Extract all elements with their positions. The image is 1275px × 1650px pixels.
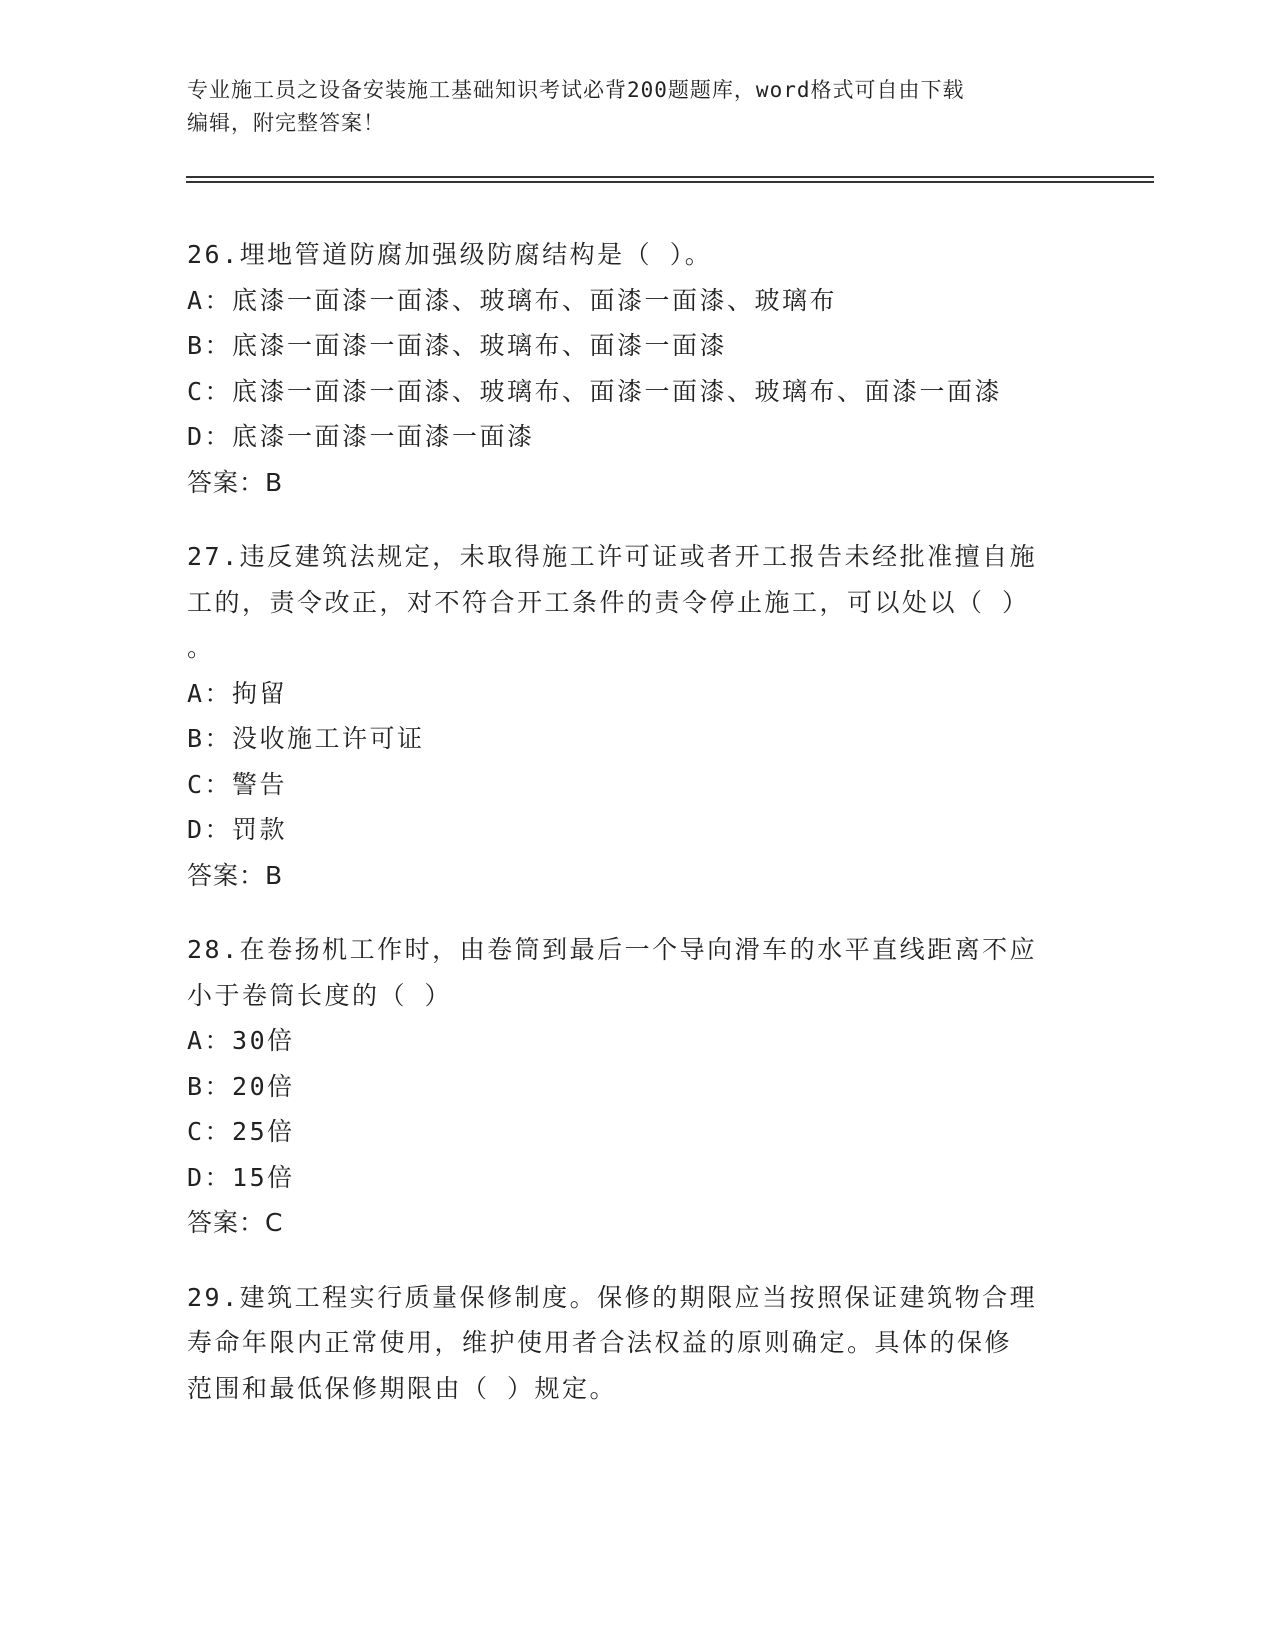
header-line-2: 编辑，附完整答案！ [187,111,385,135]
answer-text: 答案：C [187,1208,284,1237]
question-text-line-3: 范围和最低保修期限由（ ）规定。 [187,1373,618,1403]
question-text-line-2: 小于卷筒长度的（ ） [187,980,453,1010]
header-rule-top [186,176,1154,178]
question-list [187,232,1087,1440]
document-header [187,74,1067,140]
question-text-line-1: 27.违反建筑法规定，未取得施工许可证或者开工报告未经批准擅自施 [187,542,1038,571]
option-c: C：25倍 [187,1117,295,1146]
option-d: D：15倍 [187,1162,295,1192]
question-text: 26.埋地管道防腐加强级防腐结构是（ ）。 [187,240,713,269]
question-28 [187,927,1087,1246]
option-c: C：警告 [187,769,288,799]
answer-text: 答案：B [187,860,284,890]
header-line-1: 专业施工员之设备安装施工基础知识考试必背200题题库，word格式可自由下载 [187,78,965,102]
option-c: C：底漆一面漆一面漆、玻璃布、面漆一面漆、玻璃布、面漆一面漆 [187,376,1003,406]
question-text-line-3: 。 [187,633,215,662]
question-27 [187,534,1087,898]
option-a: A：拘留 [187,678,288,708]
question-text-line-2: 寿命年限内正常使用，维护使用者合法权益的原则确定。具体的保修 [187,1328,1013,1357]
option-b: B：20倍 [187,1071,295,1101]
question-text-line-1: 28.在卷扬机工作时，由卷筒到最后一个导向滑车的水平直线距离不应 [187,935,1038,964]
option-a: A：30倍 [187,1026,295,1055]
option-a: A：底漆一面漆一面漆、玻璃布、面漆一面漆、玻璃布 [187,285,838,315]
question-29 [187,1275,1087,1412]
option-b: B：底漆一面漆一面漆、玻璃布、面漆一面漆 [187,331,728,360]
option-d: D：罚款 [187,815,288,844]
header-rule-bottom [186,181,1154,183]
option-d: D：底漆一面漆一面漆一面漆 [187,422,535,451]
question-26 [187,232,1087,505]
question-text-line-2: 工的，责令改正，对不符合开工条件的责令停止施工，可以处以（ ） [187,587,1030,617]
option-b: B：没收施工许可证 [187,724,425,753]
question-text-line-1: 29.建筑工程实行质量保修制度。保修的期限应当按照保证建筑物合理 [187,1282,1038,1312]
answer-text: 答案：B [187,467,284,497]
